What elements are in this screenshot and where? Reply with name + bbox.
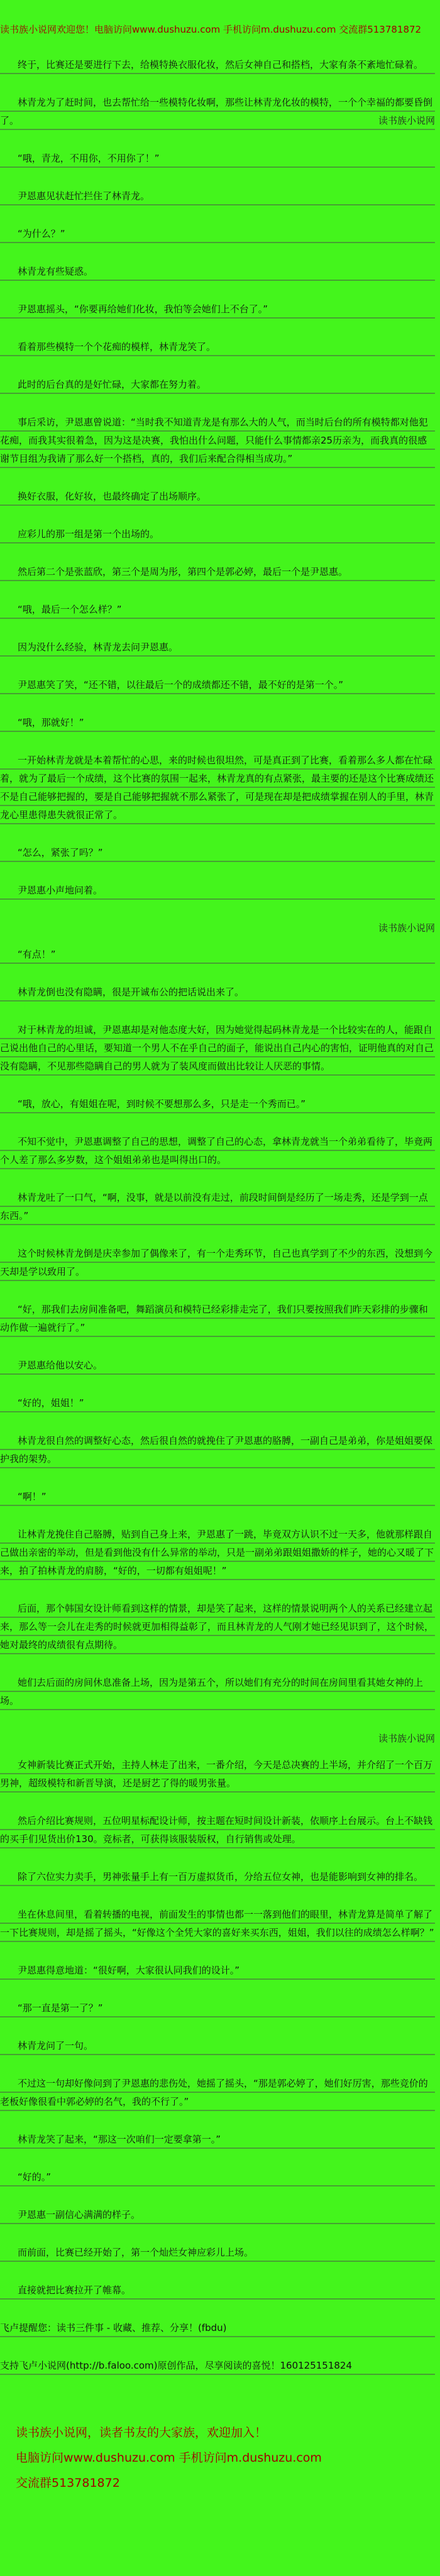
- novel-paragraph: [0, 751, 435, 824]
- paragraph-text: 此时的后台真的是好忙碌，大家都在努力着。: [18, 379, 207, 390]
- paragraph-text: 尹恩惠小声地问着。: [18, 885, 103, 896]
- paragraph-text: 林青龙有些疑惑。: [18, 266, 94, 277]
- novel-paragraph: [0, 881, 435, 900]
- novel-paragraph: [0, 1245, 435, 1281]
- novel-paragraph: [0, 2319, 435, 2337]
- paragraph-text: 让林青龙挽住自己胳膊，贴到自己身上来，尹恩惠了一跳，毕竟双方认识不过一天多，他就那样跟自己做出亲密的举动，但是看到他没有什么异常的举动，只是一副弟弟跟姐姐撒娇的样子，她的心又暖了下来，拍了拍林青龙的肩膀，“好的，一切都有姐姐呢！”: [0, 1529, 434, 1576]
- site-promo-banner: 读书族小说网欢迎您！电脑访问www.dushuzu.com 手机访问m.dushuzu.com 交流群513781872: [0, 24, 422, 35]
- chapter-content: [0, 56, 435, 2375]
- novel-paragraph: [0, 1812, 435, 1848]
- paragraph-text: 除了六位实力卖手，男神张量手上有一百万虚拟货币，分给五位女神，也是能影响到女神的排名。: [18, 1871, 424, 1882]
- paragraph-text: “那一直是第一了？”: [18, 2002, 103, 2014]
- novel-paragraph: [0, 946, 435, 964]
- paragraph-text: 她们去后面的房间休息准备上场，因为是第五个，所以她们有充分的时间在房间里看其她女神的上场。: [0, 1677, 424, 1706]
- novel-paragraph: [0, 1356, 435, 1375]
- paragraph-text: “有点！”: [18, 949, 56, 960]
- paragraph-text: 换好衣服，化好妆，也最终确定了出场顺序。: [18, 491, 207, 502]
- novel-paragraph: [0, 1962, 435, 1980]
- novel-paragraph: [0, 2037, 435, 2055]
- paragraph-text: 林青龙问了一句。: [18, 2040, 94, 2051]
- novel-paragraph: [0, 2357, 435, 2375]
- novel-paragraph: [0, 2131, 435, 2149]
- novel-paragraph: [0, 2281, 435, 2300]
- paragraph-text: 后面，那个韩国女设计师看到这样的情景，却是笑了起来，这样的情景说明两个人的关系已经建立起来，那么等一会儿在走秀的时候就更加相得益彰了，而且林青龙的人气刚才她已经见识到了，这个时候，她对最终的成绩很有点期待。: [0, 1603, 434, 1651]
- novel-paragraph: [0, 2168, 435, 2186]
- paragraph-text: 事后采访，尹恩惠曾说道：“当时我不知道青龙是有那么大的人气，而当时后台的所有模特都对他犯花痴，而我其实很着急，因为这是决赛，我怕出什么问题，只能什么事情都亲25历亲为，而我真的很感谢节目组为我请了那么好一个搭档，真的，我们后来配合得相当成功。”: [0, 417, 428, 464]
- paragraph-text: “怎么，紧张了吗？”: [18, 847, 103, 858]
- paragraph-text: 然后第二个是张蓝欣，第三个是周为彤，第四个是郭必婷，最后一个是尹恩惠。: [18, 566, 348, 577]
- site-watermark-line: [0, 919, 435, 937]
- paragraph-text: 尹恩惠一副信心满满的样子。: [18, 2209, 141, 2220]
- novel-paragraph: [0, 187, 435, 205]
- paragraph-text: 不过这一句却好像问到了尹恩惠的悲伤处，她摇了摇头，“那是郭必婷了，她们好厉害，那些竞价的老板好像很看中郭必婷的名气，我的不行了。”: [0, 2078, 428, 2107]
- paragraph-text: 终于，比赛还是要进行下去，给模特换衣服化妆，然后女神自己和搭档，大家有条不紊地忙碌着。: [18, 59, 424, 70]
- novel-paragraph: [0, 225, 435, 243]
- novel-paragraph: [0, 488, 435, 506]
- paragraph-text: “哦，最后一个怎么样？”: [18, 604, 122, 615]
- paragraph-text: 读书族小说网: [378, 922, 435, 934]
- novel-paragraph: [0, 413, 435, 468]
- paragraph-text: 女神新装比赛正式开始，主持人林走了出来，一番介绍，今天是总决赛的上半场，并介绍了一个百万男神，超级模特和新晋导演，还是厨艺了得的暖男张量。: [0, 1759, 433, 1789]
- paragraph-text: 读书族小说网: [378, 1733, 435, 1744]
- paragraph-text: “好，那我们去房间准备吧，舞蹈演员和模特已经彩排走完了，我们只要按照我们昨天彩排的步骤和动作做一遍就行了。”: [0, 1304, 428, 1333]
- site-footer: [0, 2420, 440, 2496]
- paragraph-text: 林青龙为了赶时间，也去帮忙给一些模特化妆啊，那些让林青龙化妆的模特，一个个幸福的都要昏倒了。: [0, 97, 433, 126]
- novel-paragraph: [0, 1999, 435, 2017]
- novel-paragraph: [0, 338, 435, 356]
- paragraph-text: 林青龙吐了一口气，“啊，没事，就是以前没有走过，前段时间倒是经历了一场走秀，还是学到一点东西。”: [0, 1192, 428, 1221]
- paragraph-text: “好的，姐姐！”: [18, 1397, 84, 1409]
- paragraph-text: 一开始林青龙就是本着帮忙的心思，来的时候也很坦然，可是真正到了比赛，看着那么多人都在忙碌着，就为了最后一个成绩，这个比赛的氛围一起来，林青龙真的有点紧张，最主要的还是这个比赛成绩还不是自己能够把握的，要是自己能够把握就不那么紧张了，可是现在却是把成绩掌握在别人的手里，林青龙心里患得患失就很正常了。: [0, 755, 434, 821]
- paragraph-text: 尹恩惠给他以安心。: [18, 1360, 103, 1371]
- paragraph-text: “为什么？”: [18, 228, 65, 239]
- novel-paragraph: [0, 1868, 435, 1886]
- footer-line-urls: 电脑访问www.dushuzu.com 手机访问m.dushuzu.com: [16, 2451, 322, 2465]
- site-watermark-line: [0, 1730, 435, 1748]
- novel-paragraph: [0, 1394, 435, 1412]
- novel-paragraph: [0, 676, 435, 694]
- paragraph-text: 支持飞卢小说网(http://b.faloo.com)原创作品，尽享阅读的喜悦！160125151824: [0, 2360, 353, 2371]
- paragraph-text: 坐在休息间里，看着转播的电视，前面发生的事情也都一一落到他们的眼里，林青龙算是简单了解了一下比赛规则，却是摇了摇头，“好像这个全凭大家的喜好来买东西，姐姐，我们以往的成绩怎么样啊？”: [0, 1909, 434, 1938]
- novel-paragraph: [0, 94, 435, 130]
- paragraph-text: 对于林青龙的坦诚，尹恩惠却是对他态度大好，因为她觉得起码林青龙是一个比较实在的人，能跟自己说出他自己的心里话，要知道一个男人不在乎自己的面子，能说出自己内心的害怕，证明他真的对自己没有隐瞒，不见那些隐瞒自己的男人就为了装风度而做出比较让人厌恶的事情。: [0, 1024, 434, 1072]
- novel-paragraph: [0, 1600, 435, 1654]
- novel-paragraph: [0, 601, 435, 619]
- paragraph-text: 看着那些模特一个个花痴的模样，林青龙笑了。: [18, 341, 216, 352]
- novel-paragraph: [0, 1189, 435, 1225]
- paragraph-text: 尹恩惠见状赶忙拦住了林青龙。: [18, 190, 150, 202]
- novel-paragraph: [0, 376, 435, 394]
- novel-paragraph: [0, 56, 435, 74]
- paragraph-text: 尹恩惠笑了笑，“还不错，以往最后一个的成绩都还不错，最不好的是第一个。”: [18, 679, 344, 690]
- novel-paragraph: [0, 638, 435, 657]
- novel-paragraph: [0, 1133, 435, 1169]
- novel-paragraph: [0, 714, 435, 732]
- novel-paragraph: [0, 2075, 435, 2111]
- paragraph-text: “啊！”: [18, 1491, 47, 1502]
- novel-paragraph: [0, 1488, 435, 1506]
- novel-paragraph: [0, 1756, 435, 1793]
- novel-paragraph: [0, 983, 435, 1001]
- paragraph-text: 飞卢提醒您：读书三件事 - 收藏、推荐、分享！(fbdu): [0, 2322, 227, 2333]
- paragraph-text: 林青龙倒也没有隐瞒，很是开诚布公的把话说出来了。: [18, 986, 245, 998]
- novel-paragraph: [0, 1095, 435, 1113]
- paragraph-text: “哦，青龙，不用你，不用你了！”: [18, 153, 160, 164]
- novel-paragraph: [0, 1525, 435, 1580]
- paragraph-text: 林青龙很自然的调整好心态，然后很自然的就挽住了尹恩惠的胳膊，一副自己是弟弟，你是姐姐要保护我的架势。: [0, 1435, 433, 1465]
- paragraph-text: 应彩儿的那一组是第一个出场的。: [18, 528, 160, 540]
- footer-line-group: 交流群513781872: [16, 2476, 120, 2490]
- paragraph-text: 尹恩惠得意地道：“很好啊，大家很认同我们的设计。”: [18, 1965, 240, 1976]
- novel-paragraph: [0, 1021, 435, 1076]
- paragraph-text: “好的。”: [18, 2171, 52, 2183]
- site-watermark: 读书族小说网: [378, 115, 435, 126]
- paragraph-text: 林青龙笑了起来，“那这一次咱们一定要拿第一。”: [18, 2134, 221, 2145]
- paragraph-text: 不知不觉中，尹恩惠调整了自己的思想，调整了自己的心态，拿林青龙就当一个弟弟看待了，毕竟两个人差了那么多岁数，这个姐姐弟弟也是叫得出口的。: [0, 1136, 433, 1165]
- paragraph-text: 因为没什么经验，林青龙去问尹恩惠。: [18, 641, 179, 653]
- novel-paragraph: [0, 1301, 435, 1337]
- paragraph-text: 尹恩惠摇头，“你要再给她们化妆，我怕等会她们上不台了。”: [18, 303, 268, 315]
- novel-paragraph: [0, 525, 435, 543]
- novel-paragraph: [0, 300, 435, 319]
- novel-paragraph: [0, 150, 435, 168]
- paragraph-text: 然后介绍比赛规则，五位明星标配设计师，按主题在短时间设计新装，依顺序上台展示。台上不缺钱的买手们见货出价130。竞标者，可获得该服装版权，自行销售或处理。: [0, 1815, 433, 1845]
- footer-line-welcome: 读书族小说网，读者书友的大家族，欢迎加入！: [16, 2426, 267, 2440]
- paragraph-text: “哦，那就好！”: [18, 717, 84, 728]
- novel-paragraph: [0, 1432, 435, 1468]
- paragraph-text: 而前面，比赛已经开始了，第一个灿烂女神应彩儿上场。: [18, 2247, 254, 2258]
- paragraph-text: “哦，放心，有姐姐在呢，到时候不要想那么多，只是走一个秀而已。”: [18, 1098, 306, 1110]
- novel-paragraph: [0, 1674, 435, 1710]
- novel-paragraph: [0, 2206, 435, 2224]
- novel-paragraph: [0, 2244, 435, 2262]
- paragraph-text: 直接就把比赛拉开了帷幕。: [18, 2284, 131, 2296]
- novel-paragraph: [0, 1906, 435, 1942]
- novel-paragraph: [0, 263, 435, 281]
- paragraph-text: 这个时候林青龙倒是庆幸参加了偶像来了，有一个走秀环节，自己也真学到了不少的东西，没想到今天却是学以致用了。: [0, 1248, 433, 1277]
- novel-paragraph: [0, 844, 435, 862]
- novel-paragraph: [0, 563, 435, 581]
